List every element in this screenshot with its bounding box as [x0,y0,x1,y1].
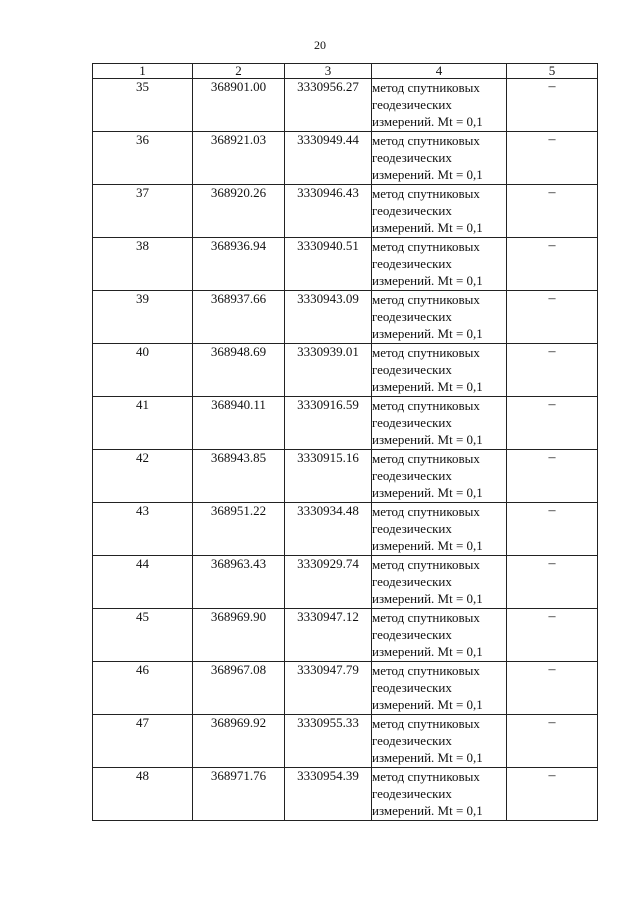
note-cell: – [507,503,598,556]
point-number-cell: 41 [93,397,193,450]
note-cell: – [507,397,598,450]
y-coordinate-cell: 3330946.43 [285,185,372,238]
table-body [93,79,598,821]
point-number-cell: 46 [93,662,193,715]
note-cell: – [507,662,598,715]
point-number-cell: 35 [93,79,193,132]
point-number-cell: 39 [93,291,193,344]
y-coordinate-cell: 3330943.09 [285,291,372,344]
point-number-cell: 45 [93,609,193,662]
point-number-cell: 47 [93,715,193,768]
table-row [93,715,598,768]
x-coordinate-cell: 368936.94 [193,238,285,291]
method-cell: метод спутниковых геодезических измерений. Mt = 0,1 [372,715,507,768]
method-cell: метод спутниковых геодезических измерений. Mt = 0,1 [372,238,507,291]
method-cell: метод спутниковых геодезических измерений. Mt = 0,1 [372,185,507,238]
table-row [93,291,598,344]
point-number-cell: 37 [93,185,193,238]
note-cell: – [507,715,598,768]
method-cell: метод спутниковых геодезических измерений. Mt = 0,1 [372,291,507,344]
x-coordinate-cell: 368969.90 [193,609,285,662]
x-coordinate-cell: 368967.08 [193,662,285,715]
note-cell: – [507,344,598,397]
column-header-2: 2 [193,64,285,79]
x-coordinate-cell: 368943.85 [193,450,285,503]
note-cell: – [507,556,598,609]
y-coordinate-cell: 3330939.01 [285,344,372,397]
note-cell: – [507,132,598,185]
method-cell: метод спутниковых геодезических измерений. Mt = 0,1 [372,556,507,609]
x-coordinate-cell: 368971.76 [193,768,285,821]
note-cell: – [507,79,598,132]
y-coordinate-cell: 3330929.74 [285,556,372,609]
method-cell: метод спутниковых геодезических измерений. Mt = 0,1 [372,132,507,185]
y-coordinate-cell: 3330947.12 [285,609,372,662]
method-cell: метод спутниковых геодезических измерений. Mt = 0,1 [372,609,507,662]
point-number-cell: 36 [93,132,193,185]
column-header-3: 3 [285,64,372,79]
x-coordinate-cell: 368951.22 [193,503,285,556]
coordinates-table [92,63,598,821]
table-row [93,556,598,609]
x-coordinate-cell: 368969.92 [193,715,285,768]
column-header-1: 1 [93,64,193,79]
y-coordinate-cell: 3330915.16 [285,450,372,503]
table-row [93,397,598,450]
method-cell: метод спутниковых геодезических измерений. Mt = 0,1 [372,662,507,715]
point-number-cell: 43 [93,503,193,556]
method-cell: метод спутниковых геодезических измерений. Mt = 0,1 [372,79,507,132]
table-row [93,79,598,132]
y-coordinate-cell: 3330934.48 [285,503,372,556]
y-coordinate-cell: 3330940.51 [285,238,372,291]
table-row [93,503,598,556]
x-coordinate-cell: 368921.03 [193,132,285,185]
table-row [93,238,598,291]
x-coordinate-cell: 368940.11 [193,397,285,450]
y-coordinate-cell: 3330954.39 [285,768,372,821]
y-coordinate-cell: 3330947.79 [285,662,372,715]
method-cell: метод спутниковых геодезических измерений. Mt = 0,1 [372,450,507,503]
table-row [93,132,598,185]
table-row [93,768,598,821]
table-header [93,64,598,79]
note-cell: – [507,609,598,662]
table-row [93,662,598,715]
method-cell: метод спутниковых геодезических измерений. Mt = 0,1 [372,397,507,450]
x-coordinate-cell: 368948.69 [193,344,285,397]
y-coordinate-cell: 3330956.27 [285,79,372,132]
note-cell: – [507,291,598,344]
x-coordinate-cell: 368901.00 [193,79,285,132]
column-header-5: 5 [507,64,598,79]
table-row [93,450,598,503]
method-cell: метод спутниковых геодезических измерений. Mt = 0,1 [372,344,507,397]
point-number-cell: 38 [93,238,193,291]
y-coordinate-cell: 3330916.59 [285,397,372,450]
x-coordinate-cell: 368920.26 [193,185,285,238]
point-number-cell: 48 [93,768,193,821]
column-header-4: 4 [372,64,507,79]
table-row [93,344,598,397]
table-row [93,609,598,662]
x-coordinate-cell: 368937.66 [193,291,285,344]
note-cell: – [507,185,598,238]
method-cell: метод спутниковых геодезических измерений. Mt = 0,1 [372,768,507,821]
header-row [93,64,598,79]
point-number-cell: 40 [93,344,193,397]
note-cell: – [507,768,598,821]
y-coordinate-cell: 3330949.44 [285,132,372,185]
note-cell: – [507,238,598,291]
point-number-cell: 44 [93,556,193,609]
point-number-cell: 42 [93,450,193,503]
x-coordinate-cell: 368963.43 [193,556,285,609]
method-cell: метод спутниковых геодезических измерений. Mt = 0,1 [372,503,507,556]
note-cell: – [507,450,598,503]
page-number: 20 [314,38,326,52]
table-row [93,185,598,238]
y-coordinate-cell: 3330955.33 [285,715,372,768]
